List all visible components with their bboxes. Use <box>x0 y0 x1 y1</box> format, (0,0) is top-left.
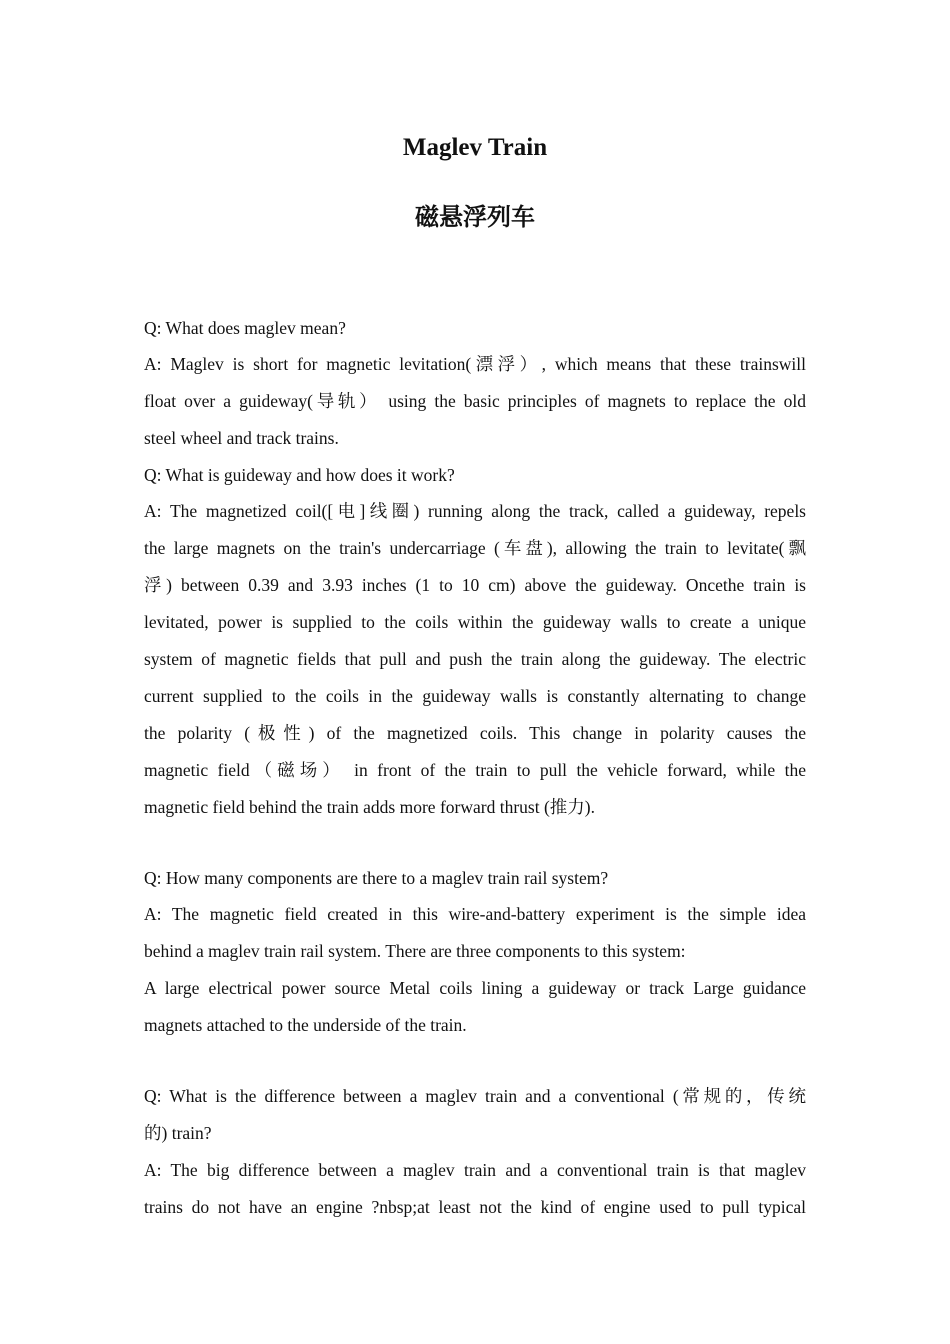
document-body <box>144 310 806 1226</box>
answer-line: 浮) between 0.39 and 3.93 inches (1 to 10 cm) above the guideway. Oncethe train is <box>144 575 806 595</box>
answer-line: magnets attached to the underside of the train. <box>144 1015 467 1035</box>
document-subtitle-chinese: 磁悬浮列车 <box>415 203 535 231</box>
paragraph-gap <box>144 1044 806 1078</box>
answer-line: A: Maglev is short for magnetic levitation(漂浮）, which means that these trainswill <box>144 354 806 374</box>
question-line: Q: What is guideway and how does it work? <box>144 465 455 485</box>
answer-line: the large magnets on the train's undercarriage (车盘), allowing the train to levitate(飘 <box>144 538 806 558</box>
answer-line: the polarity (极性) of the magnetized coils. This change in polarity causes the <box>144 723 806 743</box>
answer-line: float over a guideway(导轨） using the basic principles of magnets to replace the old <box>144 391 806 411</box>
answer-line: system of magnetic fields that pull and push the train along the guideway. The electric <box>144 649 806 669</box>
answer-line: A: The magnetic field created in this wire-and-battery experiment is the simple idea <box>144 904 806 924</box>
question-line: Q: What does maglev mean? <box>144 318 346 338</box>
paragraph-gap <box>144 826 806 860</box>
answer-line: magnetic field（磁场） in front of the train to pull the vehicle forward, while the <box>144 760 806 780</box>
question-line: 的) train? <box>144 1123 212 1143</box>
answer-line: magnetic field behind the train adds more forward thrust (推力). <box>144 797 595 817</box>
answer-line: behind a maglev train rail system. There are three components to this system: <box>144 941 686 961</box>
answer-line: trains do not have an engine ?nbsp;at least not the kind of engine used to pull typical <box>144 1197 806 1217</box>
answer-line: levitated, power is supplied to the coils within the guideway walls to create a unique <box>144 612 806 632</box>
answer-line: A: The magnetized coil([电]线圈) running along the track, called a guideway, repels <box>144 501 806 521</box>
answer-line: current supplied to the coils in the guideway walls is constantly alternating to change <box>144 686 806 706</box>
answer-line: steel wheel and track trains. <box>144 428 339 448</box>
answer-line: A large electrical power source Metal coils lining a guideway or track Large guidance <box>144 978 806 998</box>
document-title: Maglev Train <box>402 134 548 161</box>
question-line: Q: How many components are there to a maglev train rail system? <box>144 868 609 888</box>
question-line: Q: What is the difference between a maglev train and a conventional (常规的，传统 <box>144 1086 806 1106</box>
answer-line: A: The big difference between a maglev train and a conventional train is that maglev <box>144 1160 806 1180</box>
